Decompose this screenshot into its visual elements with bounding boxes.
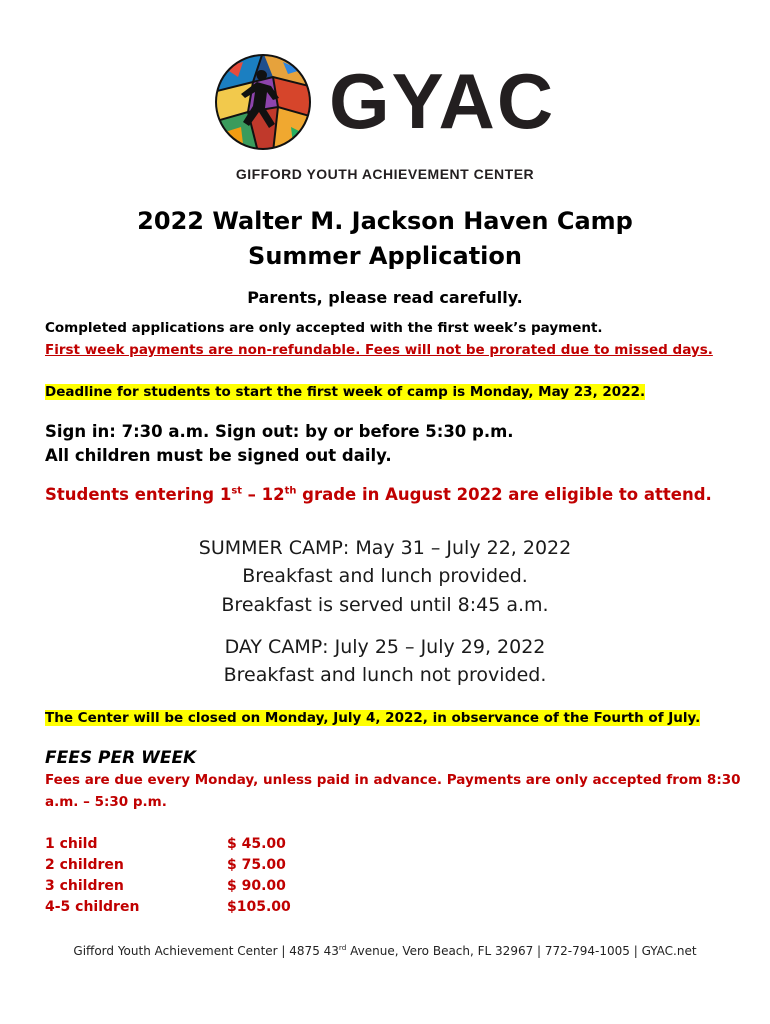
eligibility-notice (45, 485, 712, 504)
summer-camp-meals: Breakfast and lunch provided. (242, 565, 528, 587)
footer-part1: Gifford Youth Achievement Center | 4875 43 (73, 944, 339, 958)
logo (213, 52, 558, 152)
fees-heading: FEES PER WEEK (45, 748, 197, 768)
read-carefully-notice: Parents, please read carefully. (247, 288, 523, 307)
fee-row (45, 836, 305, 857)
fee-amount: $ 45.00 (227, 836, 286, 852)
day-camp-meals: Breakfast and lunch not provided. (223, 664, 547, 686)
sign-in-out-times: Sign in: 7:30 a.m. Sign out: by or before 5:30 p.m. (45, 422, 514, 441)
summer-camp-breakfast-time: Breakfast is served until 8:45 a.m. (221, 594, 549, 616)
footer-part2: Avenue, Vero Beach, FL 32967 | 772-794-1005 | GYAC.net (346, 944, 697, 958)
footer-address (0, 944, 770, 958)
fee-row (45, 878, 305, 899)
payment-rule: Completed applications are only accepted with the first week’s payment. (45, 320, 603, 336)
page-title-line1: 2022 Walter M. Jackson Haven Camp (137, 207, 633, 235)
fee-row (45, 899, 305, 920)
logo-tagline: GIFFORD YOUTH ACHIEVEMENT CENTER (235, 166, 535, 182)
day-camp-dates: DAY CAMP: July 25 – July 29, 2022 (224, 636, 546, 658)
fee-row (45, 857, 305, 878)
closure-notice (45, 710, 700, 726)
stained-glass-emblem-icon (213, 52, 313, 152)
sign-out-rule: All children must be signed out daily. (45, 446, 392, 465)
eligibility-middle: – 12 (241, 485, 285, 504)
footer-sup: rd (338, 943, 347, 952)
fees-note-line2: a.m. – 5:30 p.m. (45, 794, 167, 810)
fee-amount: $105.00 (227, 899, 291, 915)
fee-label: 1 child (45, 836, 98, 852)
eligibility-sup1: st (231, 485, 242, 497)
eligibility-sup2: th (284, 485, 297, 497)
fee-label: 3 children (45, 878, 124, 894)
logo-wordmark: GYAC (329, 57, 556, 145)
deadline-notice (45, 384, 645, 400)
refund-rule: First week payments are non-refundable. Fees will not be prorated due to missed days. (45, 342, 713, 358)
fee-label: 2 children (45, 857, 124, 873)
fee-label: 4-5 children (45, 899, 140, 915)
fee-amount: $ 90.00 (227, 878, 286, 894)
fees-note-line1: Fees are due every Monday, unless paid in advance. Payments are only accepted from 8:30 (45, 772, 741, 788)
eligibility-prefix: Students entering 1 (45, 485, 232, 504)
page-title-line2: Summer Application (248, 242, 522, 270)
summer-camp-dates: SUMMER CAMP: May 31 – July 22, 2022 (198, 537, 572, 559)
deadline-text: Deadline for students to start the first week of camp is Monday, May 23, 2022. (45, 384, 646, 400)
closure-text: The Center will be closed on Monday, July 4, 2022, in observance of the Fourth of July. (45, 710, 701, 726)
fees-table (45, 836, 305, 920)
fee-amount: $ 75.00 (227, 857, 286, 873)
eligibility-suffix: grade in August 2022 are eligible to attend. (296, 485, 712, 504)
